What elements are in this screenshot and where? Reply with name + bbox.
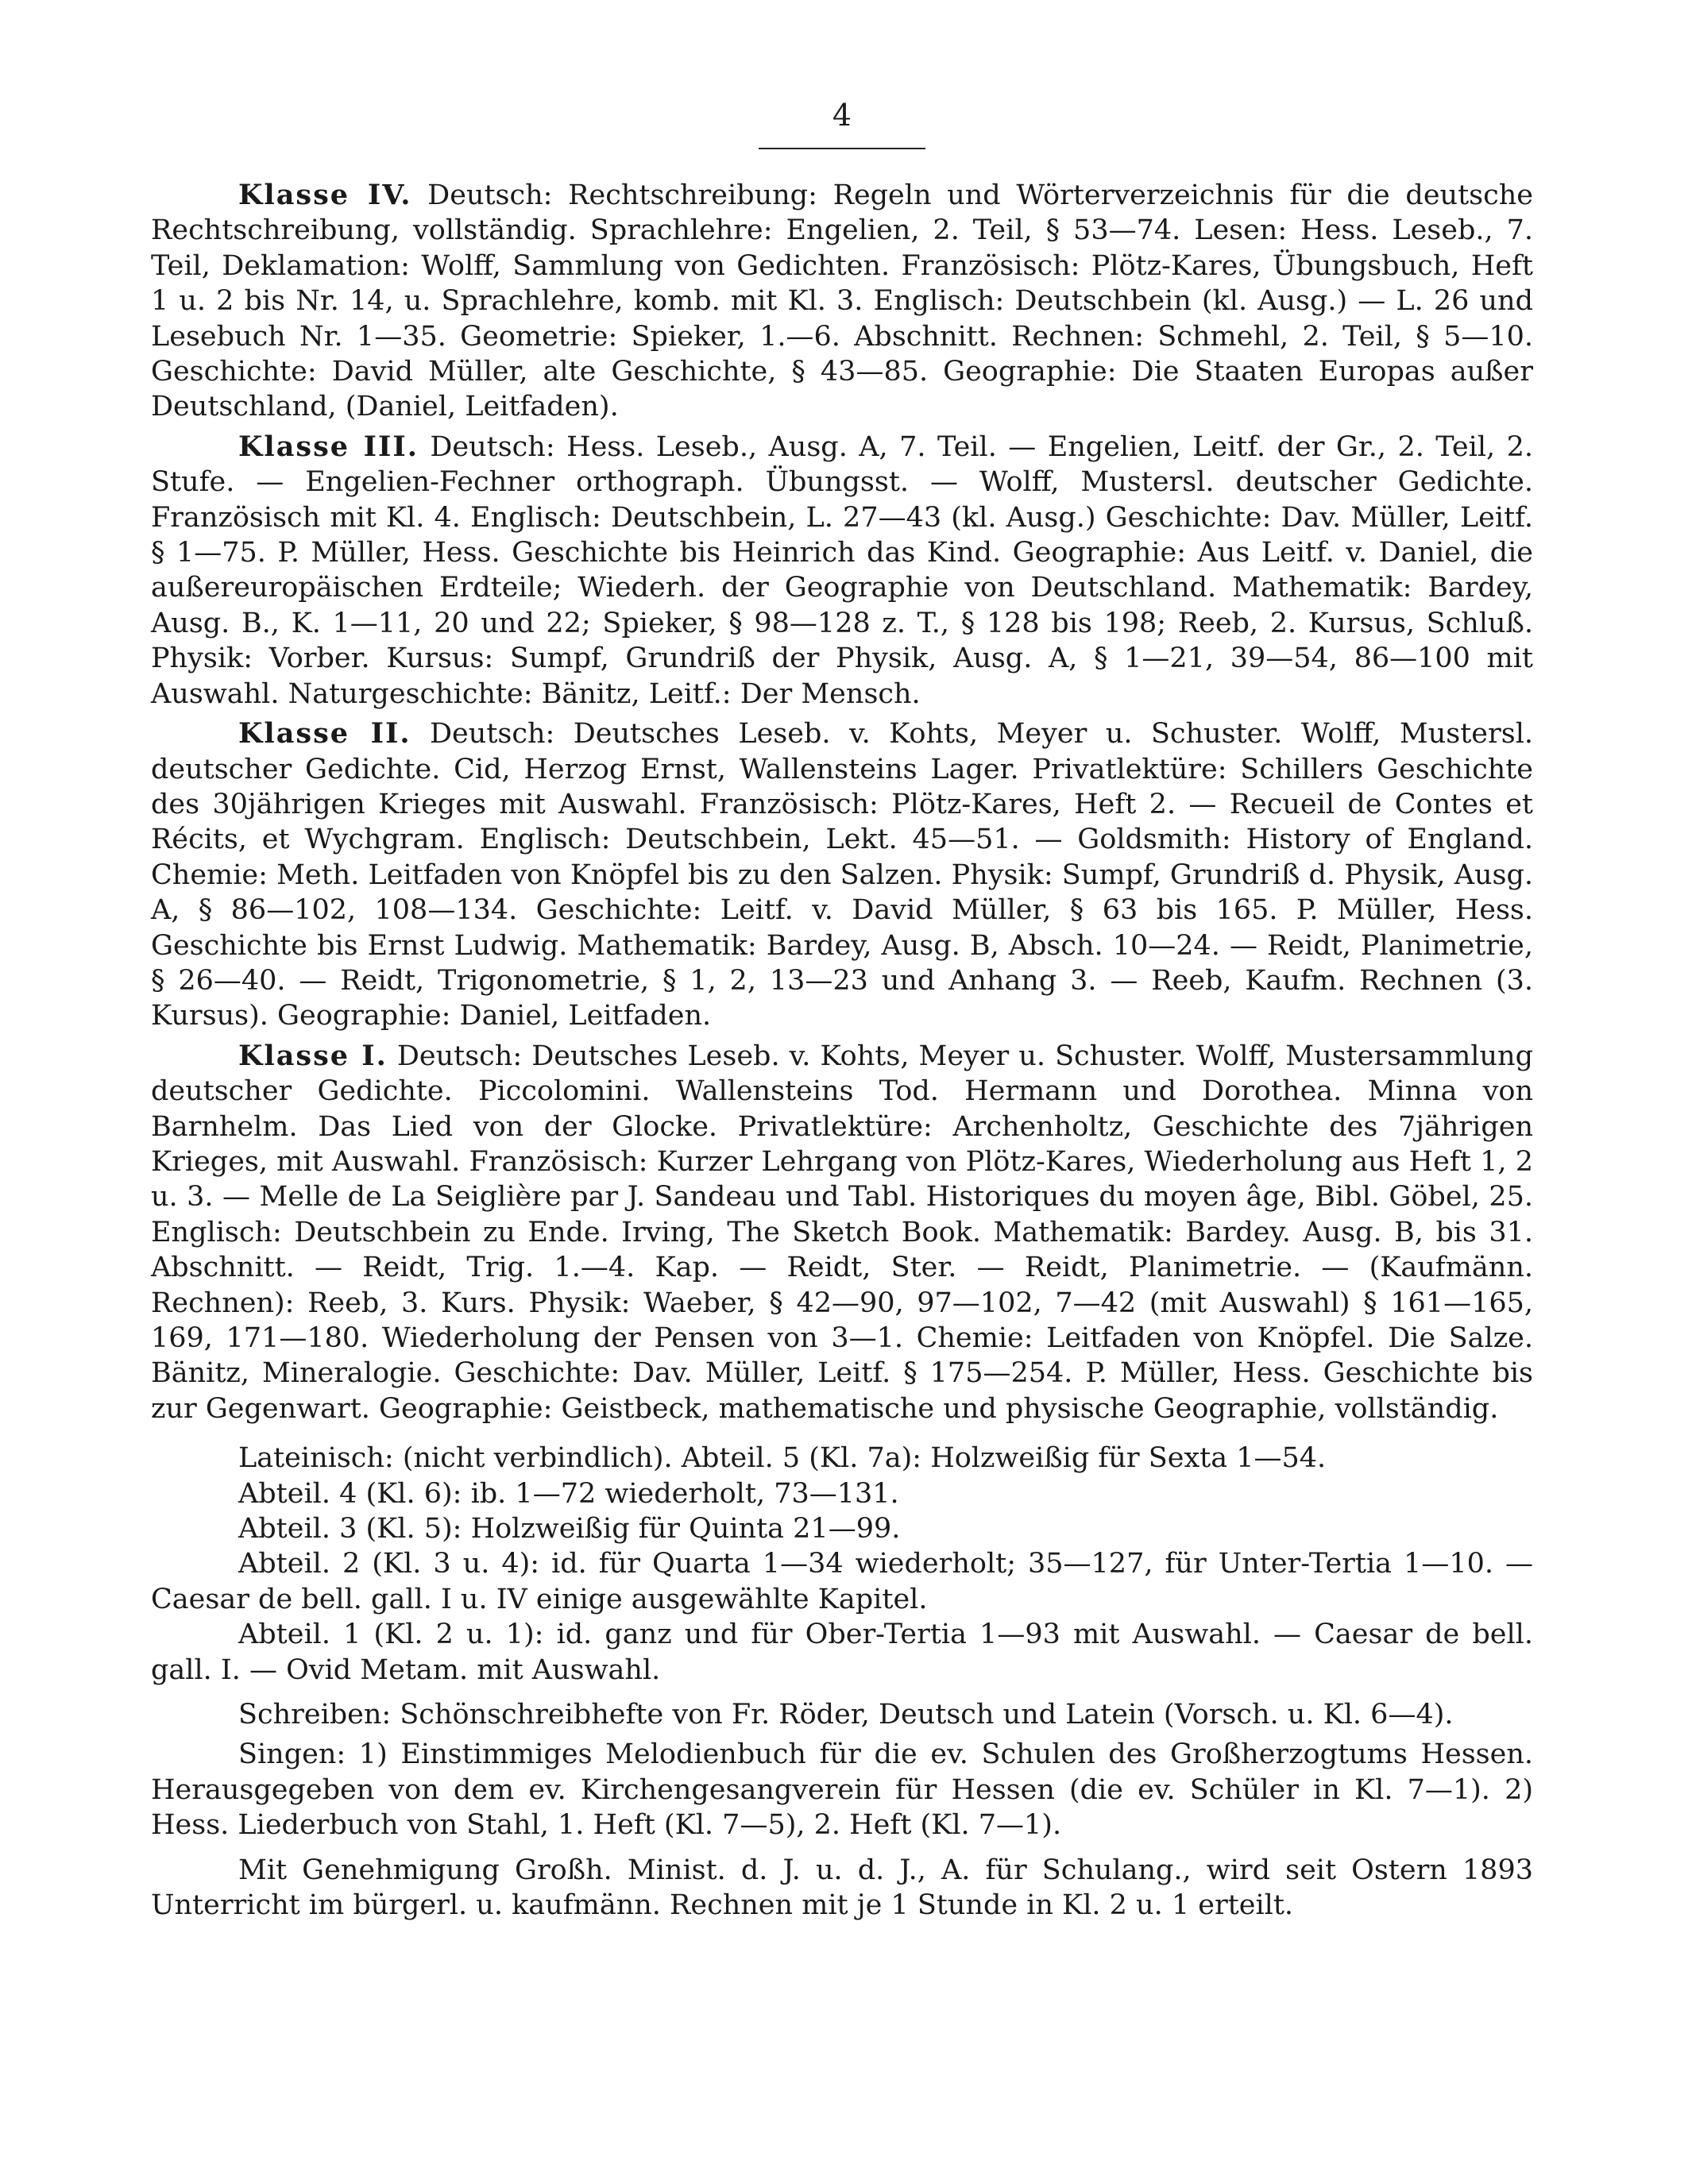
latein-line: Abteil. 1 (Kl. 2 u. 1): id. ganz und für Ober-Tertia 1—93 mit Auswahl. — Caesar de bell. gall. I. — Ovid Metam. mit Auswahl.: [151, 1619, 1533, 1686]
section-body: Deutsch: Deutsches Leseb. v. Kohts, Meyer u. Schuster. Wolff, Mustersl. deutscher Gedichte. Cid, Herzog Ernst, Wallensteins Lager. Privatlektüre: Schillers Geschichte des 30jährigen Krieges mit Auswahl. Französisch: Plötz-Kares, Heft 2. — Recueil de Contes et Récits, et Wychgram. Englisch: Deutschbein, Lekt. 45—51. — Goldsmith: History of England. Chemie: Meth. Leitfaden von Knöpfel bis zu den Salzen. Physik: Sumpf, Grundriß d. Physik, Ausg. A, § 86—102, 108—134. Geschichte: Leitf. v. David Müller, § 63 bis 165. P. Müller, Hess. Geschichte bis Ernst Ludwig. Mathematik: Bardey, Ausg. B, Absch. 10—24. — Reidt, Planimetrie, § 26—40. — Reidt, Trigonometrie, § 1, 2, 13—23 und Anhang 3. — Reeb, Kaufm. Rechnen (3. Kursus). Geographie: Daniel, Leitfaden.: [151, 718, 1534, 1032]
section-klasse-ii: [151, 716, 1533, 1034]
latein-line: Abteil. 4 (Kl. 6): ib. 1—72 wiederholt, 73—131.: [238, 1477, 899, 1510]
page-number: 4: [832, 98, 852, 133]
section-body: Deutsch: Hess. Leseb., Ausg. A, 7. Teil. — Engelien, Leitf. der Gr., 2. Teil, 2. Stufe. — Engelien-Fechner orthograph. Übungsst. — Wolff, Mustersl. deutscher Gedichte. Französisch mit Kl. 4. Englisch: Deutschbein, L. 27—43 (kl. Ausg.) Geschichte: Dav. Müller, Leitf. § 1—75. P. Müller, Hess. Geschichte bis Heinrich das Kind. Geographie: Aus Leitf. v. Daniel, die außereuropäischen Erdteile; Wiederh. der Geographie von Deutschland. Mathematik: Bardey, Ausg. B., K. 1—11, 20 und 22; Spieker, § 98—128 z. T., § 128 bis 198; Reeb, 2. Kursus, Schluß. Physik: Vorber. Kursus: Sumpf, Grundriß der Physik, Ausg. A, § 1—21, 39—54, 86—100 mit Auswahl. Naturgeschichte: Bänitz, Leitf.: Der Mensch.: [151, 430, 1533, 710]
section-klasse-i: [151, 1039, 1533, 1426]
latein-line: Lateinisch: (nicht verbindlich). Abteil. 5 (Kl. 7a): Holzweißig für Sexta 1—54.: [238, 1442, 1327, 1475]
header-rule: [759, 148, 925, 149]
latein-line: Abteil. 3 (Kl. 5): Holzweißig für Quinta 21—99.: [238, 1513, 901, 1545]
section-body: Deutsch: Deutsches Leseb. v. Kohts, Meyer u. Schuster. Wolff, Mustersammlung deutscher Gedichte. Piccolomini. Wallensteins Tod. Hermann und Dorothea. Minna von Barnhelm. Das Lied von der Glocke. Privatlektüre: Archenholtz, Geschichte des 7jährigen Krieges, mit Auswahl. Französisch: Kurzer Lehrgang von Plötz-Kares, Wiederholung aus Heft 1, 2 u. 3. — Melle de La Seiglière par J. Sandeau und Tabl. Historiques du moyen âge, Bibl. Göbel, 25. Englisch: Deutschbein zu Ende. Irving, The Sketch Book. Mathematik: Bardey. Ausg. B, bis 31. Abschnitt. — Reidt, Trig. 1.—4. Kap. — Reidt, Ster. — Reidt, Planimetrie. — (Kaufmänn. Rechnen): Reeb, 3. Kurs. Physik: Waeber, § 42—90, 97—102, 7—42 (mit Auswahl) § 161—165, 169, 171—180. Wiederholung der Pensen von 3—1. Chemie: Leitfaden von Knöpfel. Die Salze. Bänitz, Mineralogie. Geschichte: Dav. Müller, Leitf. § 175—254. P. Müller, Hess. Geschichte bis zur Gegenwart. Geographie: Geistbeck, mathematische und physische Geographie, vollständig.: [151, 1040, 1533, 1425]
latein-block: [151, 1441, 1533, 1688]
section-heading: Klasse IV.: [238, 179, 412, 211]
section-body: Deutsch: Rechtschreibung: Regeln und Wörterverzeichnis für die deutsche Rechtschreibung, vollständig. Sprachlehre: Engelien, 2. Teil, § 53—74. Lesen: Hess. Leseb., 7. Teil, Deklamation: Wolff, Sammlung von Gedichten. Französisch: Plötz-Kares, Übungsbuch, Heft 1 u. 2 bis Nr. 14, u. Sprachlehre, komb. mit Kl. 3. Englisch: Deutschbein (kl. Ausg.) — L. 26 und Lesebuch Nr. 1—35. Geometrie: Spieker, 1.—6. Abschnitt. Rechnen: Schmehl, 2. Teil, § 5—10. Geschichte: David Müller, alte Geschichte, § 43—85. Geographie: Die Staaten Europas außer Deutschland, (Daniel, Leitfaden).: [151, 179, 1533, 423]
section-klasse-iv: [151, 178, 1533, 425]
section-heading: Klasse II.: [238, 717, 411, 751]
genehmigung-paragraph: Mit Genehmigung Großh. Minist. d. J. u. d. J., A. für Schulang., wird seit Ostern 1893 Unterricht im bürgerl. u. kaufmänn. Rechnen mit je 1 Stunde in Kl. 2 u. 1 erteilt.: [151, 1854, 1533, 1922]
singen-paragraph: Singen: 1) Einstimmiges Melodienbuch für die ev. Schulen des Großherzogtums Hessen. Herausgegeben von dem ev. Kirchengesangverein für Hessen (die ev. Schüler in Kl. 7—1). 2) Hess. Liederbuch von Stahl, 1. Heft (Kl. 7—5), 2. Heft (Kl. 7—1).: [151, 1738, 1533, 1842]
section-heading: Klasse I.: [238, 1039, 388, 1072]
schreiben-paragraph: Schreiben: Schönschreibhefte von Fr. Röder, Deutsch und Latein (Vorsch. u. Kl. 6—4).: [238, 1699, 1454, 1731]
section-klasse-iii: [151, 430, 1533, 712]
latein-line: Abteil. 2 (Kl. 3 u. 4): id. für Quarta 1—34 wiederholt; 35—127, für Unter-Tertia 1—10. — Caesar de bell. gall. I u. IV einige ausgewählte Kapitel.: [151, 1548, 1533, 1615]
document-page: [151, 95, 1533, 1928]
section-heading: Klasse III.: [238, 430, 419, 463]
